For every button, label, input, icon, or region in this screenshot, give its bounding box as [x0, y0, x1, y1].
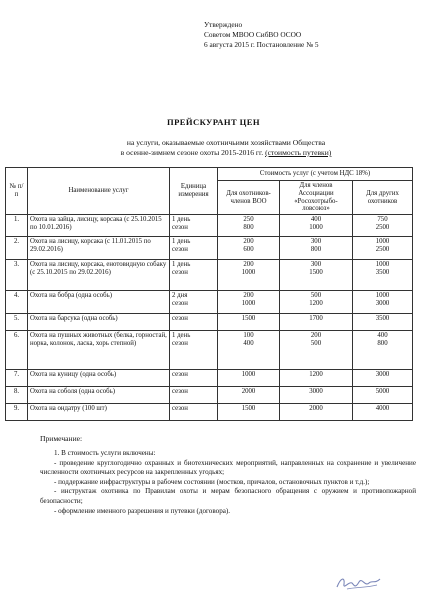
row-price-other-value: 1000: [375, 238, 390, 246]
row-price-voo: [218, 387, 280, 404]
row-unit-value: сезон: [172, 223, 188, 231]
approval-line-3: 6 августа 2015 г. Постановление № 5: [204, 40, 319, 49]
row-price-voo: [218, 237, 280, 260]
row-price-voo: [218, 404, 280, 421]
row-number: 5.: [6, 314, 28, 331]
row-price-assoc: [280, 314, 353, 331]
row-unit: [170, 237, 218, 260]
row-price-other-value: 1000: [375, 261, 390, 269]
row-unit-value: 1 день: [172, 238, 191, 246]
price-table: [5, 167, 413, 421]
row-unit-value: сезон: [172, 268, 188, 276]
header-col-other: Для других охотников: [353, 181, 413, 215]
row-price-assoc: [280, 237, 353, 260]
table-row: [6, 331, 413, 370]
row-price-voo-value: 200: [243, 261, 254, 269]
row-unit-value: сезон: [172, 339, 188, 347]
note-item: - оформление именного разрешения и путевки (договора).: [54, 506, 231, 515]
row-unit: [170, 387, 218, 404]
row-price-voo-value: 200: [243, 292, 254, 300]
row-unit: [170, 331, 218, 370]
row-unit-value: сезон: [172, 405, 188, 413]
row-price-voo-value: 800: [243, 223, 254, 231]
row-price-other-value: 3500: [375, 315, 390, 323]
row-price-other-value: 3000: [375, 299, 390, 307]
row-price-other: [353, 291, 413, 314]
row-unit-value: 1 день: [172, 216, 191, 224]
header-service: Наименование услуг: [28, 168, 170, 215]
note-item: - проведение круглогодично охранных и биотехнических мероприятий, направленных на сохранение и увеличение численности охотничьих ресурсов на закрепленных угодьях;: [40, 458, 416, 477]
row-unit-value: 2 дня: [172, 292, 188, 300]
row-number: 2.: [6, 237, 28, 260]
row-price-voo: [218, 215, 280, 237]
row-service: Охота на лисицу, корсака, енотовидную собаку (с 25.10.2015 по 29.02.2016): [28, 260, 170, 291]
row-unit-value: сезон: [172, 315, 188, 323]
table-row: [6, 237, 413, 260]
header-cost: Стоимость услуг (с учетом НДС 18%): [218, 168, 413, 181]
row-price-assoc: [280, 215, 353, 237]
subtitle-line-2: [40, 148, 412, 158]
row-price-other: [353, 370, 413, 387]
row-service: Охота на бобра (одна особь): [28, 291, 170, 314]
row-service: Охота на соболя (одна особь): [28, 387, 170, 404]
row-price-voo-value: 100: [243, 332, 254, 340]
row-unit-value: сезон: [172, 371, 188, 379]
row-unit-value: сезон: [172, 299, 188, 307]
approval-line-1: Утверждено: [204, 20, 243, 29]
header-col-assoc: Для членов Ассоциации «Росохотрыбо-ловсоюз»: [280, 181, 353, 215]
row-price-voo: [218, 260, 280, 291]
row-price-voo-value: 1500: [241, 405, 256, 413]
table-row: [6, 370, 413, 387]
subtitle-season: в осенне-зимнем сезоне охоты 2015-2016 гг.: [120, 147, 266, 157]
row-unit-value: 1 день: [172, 332, 191, 340]
row-price-other: [353, 314, 413, 331]
row-price-assoc: [280, 291, 353, 314]
row-price-assoc-value: 1700: [309, 315, 323, 323]
row-service: Охота на куницу (одна особь): [28, 370, 170, 387]
row-price-assoc-value: 500: [310, 292, 322, 300]
approval-line-2: Советом МВОО СибВО ОСОО: [204, 30, 302, 39]
row-price-voo-value: 1000: [241, 371, 256, 379]
row-unit: [170, 215, 218, 237]
row-price-assoc-value: 3000: [309, 388, 323, 396]
row-price-assoc-value: 1000: [309, 223, 323, 231]
row-price-assoc-value: 2000: [309, 405, 323, 413]
header-num: № п/п: [6, 168, 28, 215]
row-price-assoc: [280, 331, 353, 370]
row-price-other: [353, 404, 413, 421]
row-unit: [170, 314, 218, 331]
row-price-voo: [218, 291, 280, 314]
table-row: [6, 215, 413, 237]
header-col-voo: Для охотников-членов ВОО: [218, 181, 280, 215]
table-row: [6, 404, 413, 421]
note-item: - поддержание инфраструктуры в рабочем состоянии (мостков, причалов, остановочных пунктов и т.д.);: [54, 477, 370, 486]
subtitle-line-1: на услуги, оказываемые охотничьими хозяйствами Общества: [126, 138, 326, 147]
row-price-other-value: 4000: [375, 405, 390, 413]
subtitle-ticket-cost: (стоимость путевки): [265, 147, 332, 157]
row-price-other-value: 2500: [375, 223, 390, 231]
row-unit: [170, 370, 218, 387]
row-unit: [170, 260, 218, 291]
row-price-voo-value: 400: [243, 339, 254, 347]
notes-heading: Примечание:: [40, 434, 83, 443]
table-row: [6, 260, 413, 291]
row-price-assoc-value: 1500: [309, 268, 323, 276]
row-price-assoc: [280, 387, 353, 404]
row-number: 8.: [6, 387, 28, 404]
row-price-assoc-value: 300: [310, 238, 322, 246]
row-price-voo-value: 200: [243, 238, 254, 246]
row-service: Охота на лисицу, корсака (с 11.01.2015 по 29.02.2016): [28, 237, 170, 260]
approval-block: [204, 20, 319, 50]
row-service: Охота на ондатру (100 шт): [28, 404, 170, 421]
document-subtitle: [40, 138, 412, 158]
row-price-voo: [218, 314, 280, 331]
row-price-voo-value: 2000: [241, 388, 256, 396]
row-number: 3.: [6, 260, 28, 291]
row-price-other: [353, 387, 413, 404]
row-price-other: [353, 331, 413, 370]
row-service: Охота на пушных животных (белка, горностай, норка, колонок, ласка, хорь степной): [28, 331, 170, 370]
row-price-other-value: 400: [377, 332, 388, 340]
row-price-assoc-value: 1200: [309, 299, 323, 307]
row-price-other-value: 800: [377, 339, 388, 347]
row-price-other-value: 750: [377, 216, 388, 224]
row-price-other: [353, 237, 413, 260]
note-item: 1. В стоимость услуги включены:: [54, 449, 156, 457]
row-price-other-value: 3000: [375, 371, 390, 379]
row-price-voo-value: 250: [243, 216, 254, 224]
row-number: 7.: [6, 370, 28, 387]
signature-icon: [335, 571, 383, 593]
row-unit-value: 1 день: [172, 261, 191, 269]
row-price-other-value: 1000: [375, 292, 390, 300]
document-title: ПРЕЙСКУРАНТ ЦЕН: [167, 117, 260, 127]
row-number: 6.: [6, 331, 28, 370]
row-price-assoc-value: 1200: [309, 371, 323, 379]
row-unit: [170, 404, 218, 421]
row-price-voo-value: 1000: [241, 299, 256, 307]
row-price-assoc: [280, 370, 353, 387]
header-unit: Единица измерения: [170, 168, 218, 215]
price-table-body: [6, 215, 413, 421]
row-number: 9.: [6, 404, 28, 421]
row-price-assoc: [280, 404, 353, 421]
row-price-assoc-value: 400: [310, 216, 322, 224]
row-price-voo-value: 1000: [241, 268, 256, 276]
table-row: [6, 387, 413, 404]
note-item: - инструктаж охотника по Правилам охоты и мерам безопасного обращения с оружием и противопожарной безопасности;: [40, 487, 416, 505]
row-price-voo: [218, 370, 280, 387]
row-service: Охота на барсука (одна особь): [28, 314, 170, 331]
row-number: 4.: [6, 291, 28, 314]
row-number: 1.: [6, 215, 28, 237]
row-unit: [170, 291, 218, 314]
row-service: Охота на зайца, лисицу, корсака (с 25.10.2015 по 10.01.2016): [28, 215, 170, 237]
row-price-assoc-value: 500: [310, 339, 322, 347]
row-price-voo: [218, 331, 280, 370]
row-price-other-value: 3500: [375, 268, 390, 276]
row-price-assoc-value: 200: [310, 332, 322, 340]
row-price-voo-value: 600: [243, 245, 254, 253]
row-price-other-value: 2500: [375, 245, 390, 253]
row-unit-value: сезон: [172, 388, 188, 396]
row-price-voo-value: 1500: [241, 315, 256, 323]
row-price-other: [353, 260, 413, 291]
row-unit-value: сезон: [172, 245, 188, 253]
table-row: [6, 314, 413, 331]
row-price-other: [353, 215, 413, 237]
table-row: [6, 291, 413, 314]
notes-block: [40, 449, 416, 516]
row-price-assoc-value: 300: [310, 261, 322, 269]
row-price-assoc-value: 800: [310, 245, 322, 253]
row-price-assoc: [280, 260, 353, 291]
row-price-other-value: 5000: [375, 388, 390, 396]
